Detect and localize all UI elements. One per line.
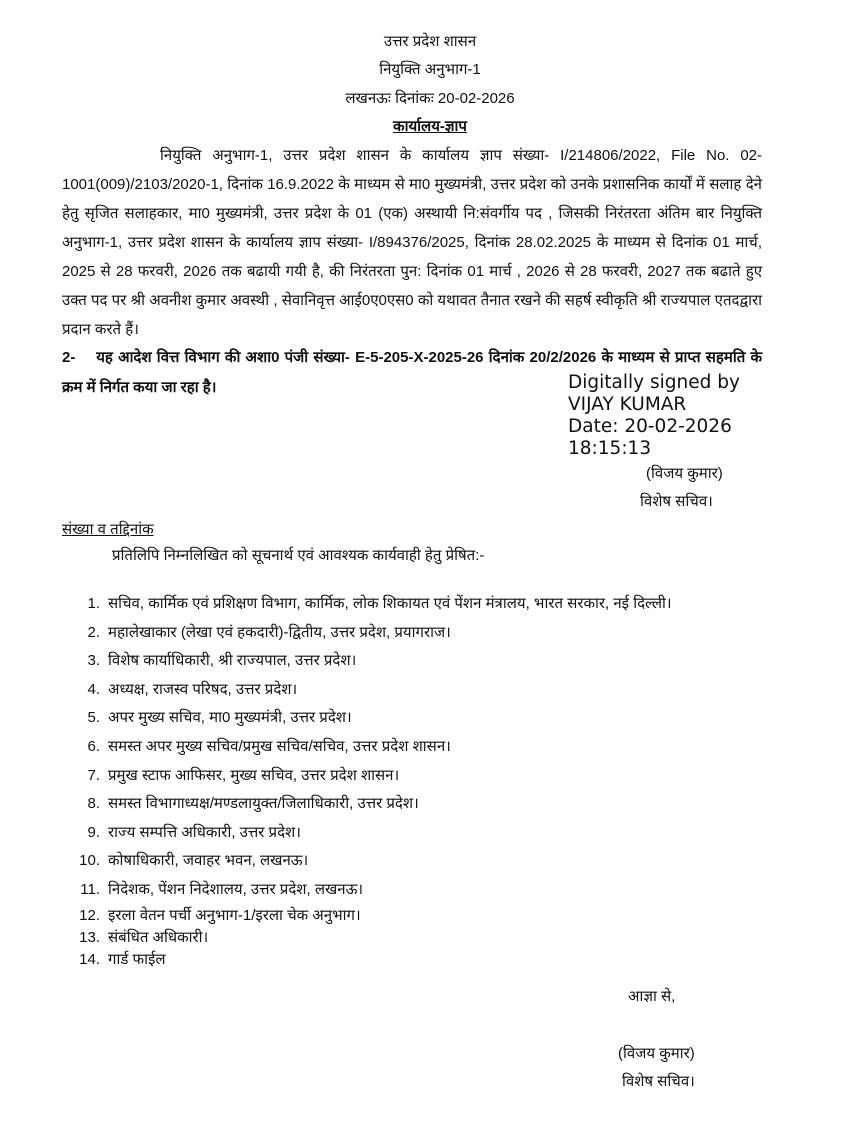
list-item (60, 905, 672, 927)
closing-signatory-designation: विशेष सचिव। (622, 1073, 695, 1090)
list-item (60, 927, 672, 949)
list-item-text: प्रमुख स्टाफ आफिसर, मुख्य सचिव, उत्तर प्रदेश शासन। (108, 766, 400, 784)
list-item-text: राज्य सम्पत्ति अधिकारी, उत्तर प्रदेश। (108, 823, 301, 841)
header-date: लखनऊः दिनांकः 20-02-2026 (345, 90, 515, 107)
list-item (60, 590, 672, 619)
list-item-text: समस्त अपर मुख्य सचिव/प्रमुख सचिव/सचिव, उत्तर प्रदेश शासन। (108, 737, 451, 755)
copy-list (60, 590, 672, 971)
list-item-number: 10. (79, 852, 100, 870)
header-section: नियुक्ति अनुभाग-1 (379, 61, 481, 78)
digital-signature (568, 372, 740, 460)
list-item-text: महालेखाकार (लेखा एवं हकदारी)-द्वितीय, उत्तर प्रदेश, प्रयागराज। (108, 623, 451, 641)
list-item (60, 819, 672, 848)
list-item-number: 7. (87, 766, 100, 784)
list-item (60, 949, 672, 971)
list-item (60, 876, 672, 905)
list-item (60, 619, 672, 648)
signature-line: Digitally signed by (568, 372, 740, 393)
signature-line: Date: 20-02-2026 (568, 416, 732, 437)
signature-line: 18:15:13 (568, 438, 652, 459)
list-item-number: 9. (87, 823, 100, 841)
list-item-text: सचिव, कार्मिक एवं प्रशिक्षण विभाग, कार्मिक, लोक शिकायत एवं पेंशन मंत्रालय, भारत सरकार, नई दिल्ली। (108, 595, 672, 612)
list-item (60, 647, 672, 676)
paragraph-2-number: 2- (62, 349, 76, 366)
list-item (60, 676, 672, 705)
list-item-number: 1. (87, 595, 100, 612)
list-item (60, 733, 672, 762)
list-item-text: निदेशक, पेंशन निदेशालय, उत्तर प्रदेश, लखनऊ। (108, 880, 364, 898)
list-item-text: इरला वेतन पर्ची अनुभाग-1/इरला चेक अनुभाग। (108, 906, 361, 924)
document-title: कार्यालय-ज्ञाप (393, 118, 467, 135)
reference-heading: संख्या व तद्दिनांक (62, 521, 154, 538)
list-item-text: गार्ड फाईल (108, 950, 166, 968)
copy-intro: प्रतिलिपि निम्नलिखित को सूचनार्थ एवं आवश्यक कार्यवाही हेतु प्रेषित:- (112, 547, 485, 564)
list-item-number: 13. (79, 928, 100, 946)
list-item-number: 6. (87, 737, 100, 755)
list-item (60, 762, 672, 791)
list-item-text: समस्त विभागाध्यक्ष/मण्डलायुक्त/जिलाधिकारी, उत्तर प्रदेश। (108, 795, 419, 813)
list-item-number: 4. (87, 680, 100, 698)
closing-signatory-name: (विजय कुमार) (618, 1045, 695, 1062)
list-item-text: कोषाधिकारी, जवाहर भवन, लखनऊ। (108, 852, 309, 870)
list-item-number: 5. (87, 709, 100, 727)
list-item (60, 790, 672, 819)
list-item-number: 14. (79, 950, 100, 968)
paragraph-1: नियुक्ति अनुभाग-1, उत्तर प्रदेश शासन के कार्यालय ज्ञाप संख्या- I/214806/2022, File No. 02-1001(009)/2103/2020-1, दिनांक 16.9.2022 के माध्यम से मा0 मुख्यमंत्री, उत्तर प्रदेश को उनके प्रशासनिक कार्यों में सलाह देने हेतु सृजित सलाहकार, मा0 मुख्यमंत्री, उत्तर प्रदेश के 01 (एक) अस्थायी नि:संवर्गीय पद , जिसकी निरंतरता अंतिम बार नियुक्ति अनुभाग-1, उत्तर प्रदेश शासन के कार्यालय ज्ञाप संख्या- I/894376/2025, दिनांक 28.02.2025 के माध्यम से दिनांक 01 मार्च, 2025 से 28 फरवरी, 2026 तक बढायी गयी है, की निरंतरता पुन: दिनांक 01 मार्च , 2026 से 28 फरवरी, 2027 तक बढाते हुए उक्त पद पर श्री अवनीश कुमार अवस्थी , सेवानिवृत्त आई0ए0एस0 को यथावत तैनात रखने की सहर्ष स्वीकृति श्री राज्यपाल एतदद्वारा प्रदान करते हैं। (62, 147, 762, 338)
signature-line: VIJAY KUMAR (568, 394, 687, 415)
signatory-name: (विजय कुमार) (646, 465, 723, 482)
list-item-text: अध्यक्ष, राजस्व परिषद, उत्तर प्रदेश। (108, 680, 298, 698)
list-item-number: 11. (80, 880, 100, 898)
list-item (60, 704, 672, 733)
list-item-number: 12. (79, 906, 100, 924)
list-item-number: 2. (87, 623, 100, 641)
list-item (60, 847, 672, 876)
list-item-text: अपर मुख्य सचिव, मा0 मुख्यमंत्री, उत्तर प्रदेश। (108, 709, 352, 727)
list-item-text: विशेष कार्याधिकारी, श्री राज्यपाल, उत्तर प्रदेश। (108, 652, 357, 670)
header-govt: उत्तर प्रदेश शासन (383, 33, 477, 50)
list-item-number: 8. (87, 795, 100, 813)
paragraph-2-text: यह आदेश वित्त विभाग की अशा0 पंजी संख्या- E-5-205-X-2025-26 दिनांक 20/2/2026 के माध्यम से प्राप्त सहमति के क्रम में निर्गत कया जा रहा है। (62, 349, 763, 396)
by-order: आज्ञा से, (628, 988, 676, 1005)
list-item-number: 3. (87, 652, 100, 670)
signatory-designation: विशेष सचिव। (640, 493, 713, 510)
list-item-text: संबंधित अधिकारी। (108, 928, 209, 946)
